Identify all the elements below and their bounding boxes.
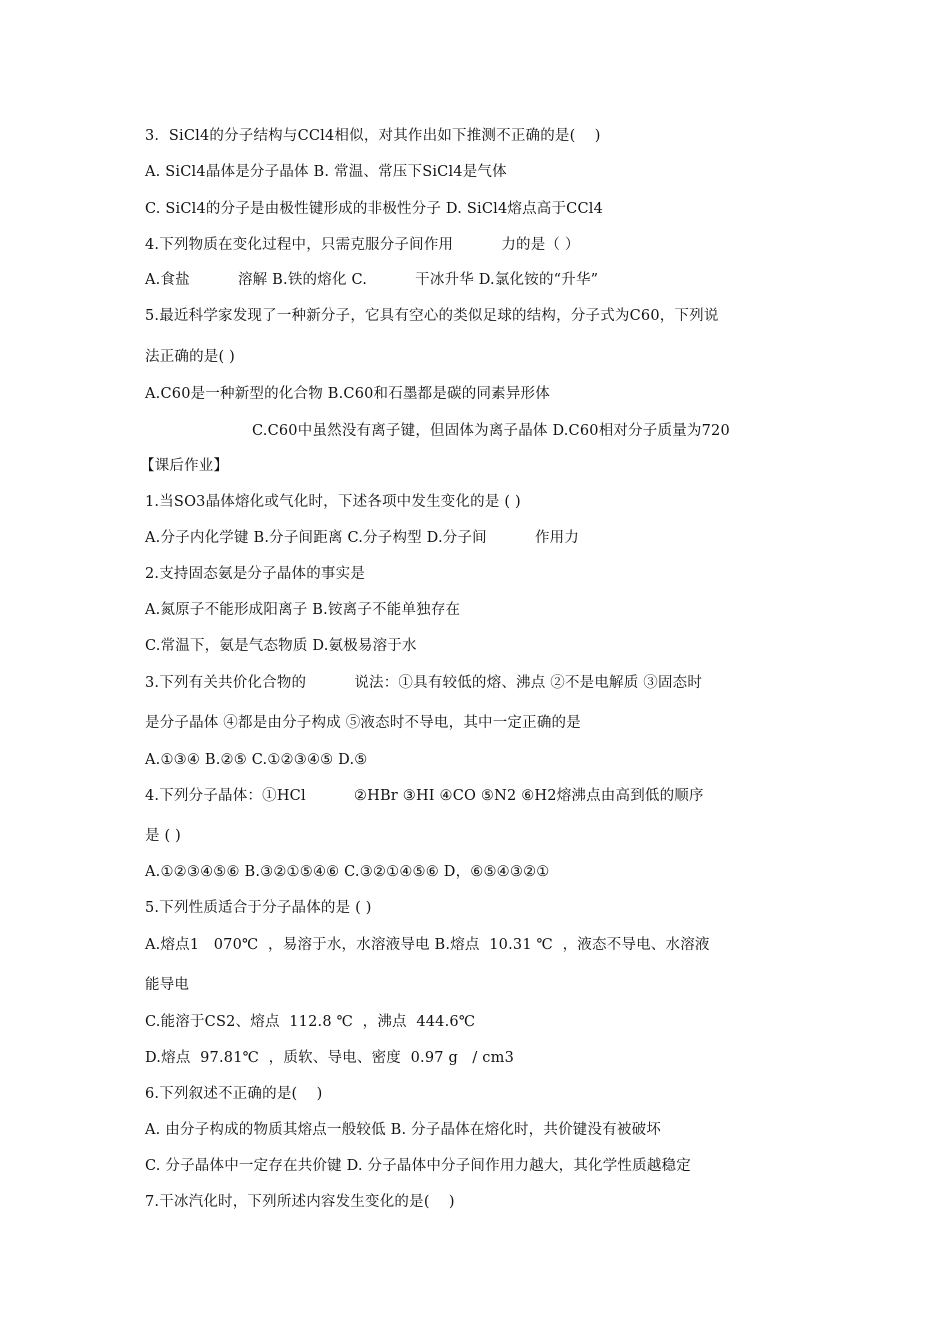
hw6-stem: 6.下列叙述不正确的是( ) <box>145 1086 323 1102</box>
q5-stem-line1: 5.最近科学家发现了一种新分子，它具有空心的类似足球的结构，分子式为C60，下列说 <box>145 308 719 324</box>
section-heading: 【课后作业】 <box>140 458 229 474</box>
q5-stem-line2: 法正确的是( ) <box>145 349 236 365</box>
hw6-options-cd: C. 分子晶体中一定存在共价键 D. 分子晶体中分子间作用力越大，其化学性质越稳定 <box>145 1158 691 1174</box>
q3-stem: 3. SiCl4的分子结构与CCl4相似，对其作出如下推测不正确的是( ) <box>145 128 601 144</box>
hw5-option-d: D.熔点 97.81℃ ，质软、导电、密度 0.97 g / cm3 <box>145 1050 514 1066</box>
q3-options-ab: A. SiCl4晶体是分子晶体 B. 常温、常压下SiCl4是气体 <box>145 164 507 180</box>
hw3-options: A.①③④ B.②⑤ C.①②③④⑤ D.⑤ <box>145 752 368 768</box>
q5-options-ab: A.C60是一种新型的化合物 B.C60和石墨都是碳的同素异形体 <box>145 386 550 402</box>
hw7-stem: 7.干冰汽化时，下列所述内容发生变化的是( ) <box>145 1194 455 1210</box>
hw6-options-ab: A. 由分子构成的物质其熔点一般较低 B. 分子晶体在熔化时，共价键没有被破坏 <box>145 1122 661 1138</box>
hw1-stem: 1.当SO3晶体熔化或气化时，下述各项中发生变化的是 ( ) <box>145 494 521 510</box>
q4-stem: 4.下列物质在变化过程中，只需克服分子间作用 力的是（ ） <box>145 237 580 253</box>
q5-options-cd: C.C60中虽然没有离子键，但固体为离子晶体 D.C60相对分子质量为720 <box>252 423 730 439</box>
hw4-options: A.①②③④⑤⑥ B.③②①⑤④⑥ C.③②①④⑤⑥ D，⑥⑤④③②① <box>145 864 550 880</box>
hw3-stem-line1: 3.下列有关共价化合物的 说法：①具有较低的熔、沸点 ②不是电解质 ③固态时 <box>145 675 703 691</box>
hw5-option-ab-line1: A.熔点1 070℃ ，易溶于水，水溶液导电 B.熔点 10.31 ℃ ，液态不导电、水溶液 <box>145 937 710 953</box>
q3-options-cd: C. SiCl4的分子是由极性键形成的非极性分子 D. SiCl4熔点高于CCl4 <box>145 201 604 217</box>
hw1-options: A.分子内化学键 B.分子间距离 C.分子构型 D.分子间 作用力 <box>145 530 580 546</box>
hw4-stem-line1: 4.下列分子晶体：①HCl ②HBr ③HI ④CO ⑤N2 ⑥H2熔沸点由高到低的顺序 <box>145 788 704 804</box>
hw2-options-cd: C.常温下，氨是气态物质 D.氨极易溶于水 <box>145 638 417 654</box>
hw5-stem: 5.下列性质适合于分子晶体的是 ( ) <box>145 900 372 916</box>
hw4-stem-line2: 是 ( ) <box>145 828 182 844</box>
hw2-stem: 2.支持固态氨是分子晶体的事实是 <box>145 566 366 582</box>
hw3-stem-line2: 是分子晶体 ④都是由分子构成 ⑤液态时不导电，其中一定正确的是 <box>145 715 581 731</box>
hw2-options-ab: A.氮原子不能形成阳离子 B.铵离子不能单独存在 <box>145 602 461 618</box>
hw5-option-ab-line2: 能导电 <box>145 977 190 993</box>
hw5-option-c: C.能溶于CS2、熔点 112.8 ℃ ，沸点 444.6℃ <box>145 1014 476 1030</box>
q4-options: A.食盐 溶解 B.铁的熔化 C. 干冰升华 D.氯化铵的“升华” <box>145 272 599 288</box>
